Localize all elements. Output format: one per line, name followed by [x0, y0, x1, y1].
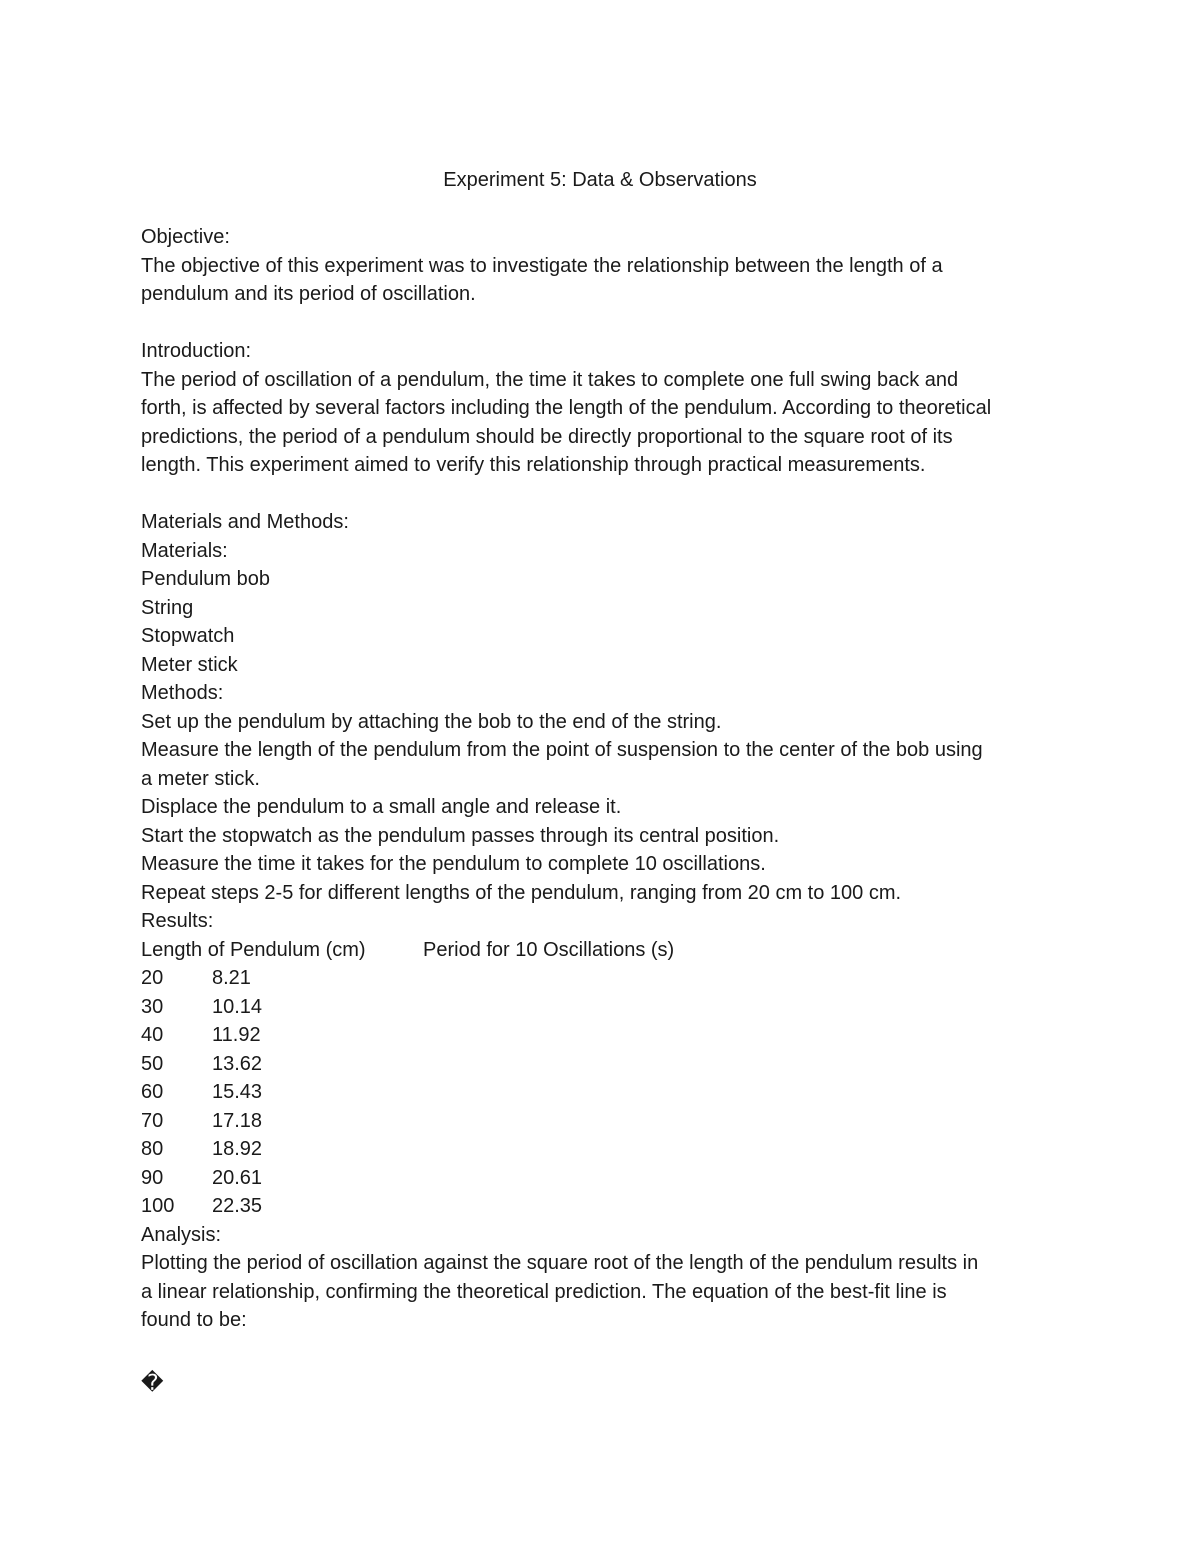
- cell-period: 11.92: [212, 1024, 261, 1046]
- methods-step-line: Displace the pendulum to a small angle and release it.: [141, 796, 622, 818]
- cell-period: 20.61: [212, 1166, 263, 1189]
- cell-length: 20: [141, 967, 164, 989]
- table-row: [141, 1107, 1071, 1136]
- results-heading: Results:: [141, 910, 214, 932]
- cell-length: 60: [141, 1081, 164, 1103]
- cell-period: 17.18: [212, 1109, 263, 1132]
- introduction-text-line: The period of oscillation of a pendulum, the time it takes to complete one full swing back and: [141, 368, 959, 391]
- materials-item: String: [141, 596, 194, 619]
- methods-heading: Methods:: [141, 682, 224, 704]
- introduction-text-line: forth, is affected by several factors including the length of the pendulum. According to theoretical: [141, 397, 992, 419]
- materials-item: Stopwatch: [141, 625, 235, 647]
- results-table-header: [141, 936, 1071, 965]
- paragraph-gap: [141, 480, 1071, 509]
- methods-step-line: a meter stick.: [141, 767, 260, 790]
- table-row: [141, 1135, 1071, 1164]
- introduction-text-line: length. This experiment aimed to verify this relationship through practical measurements.: [141, 454, 926, 476]
- cell-period: 10.14: [212, 995, 263, 1018]
- cell-length: 40: [141, 1024, 164, 1046]
- table-row: [141, 1164, 1071, 1193]
- table-row: [141, 1192, 1071, 1221]
- objective-heading: Objective:: [141, 226, 230, 248]
- analysis-text-line: a linear relationship, confirming the theoretical prediction. The equation of the best-fit line is: [141, 1280, 947, 1303]
- cell-length: 90: [141, 1166, 164, 1189]
- cell-length: 70: [141, 1109, 164, 1132]
- paragraph-gap: [141, 1335, 1071, 1364]
- cell-period: 8.21: [212, 967, 251, 989]
- methods-step-line: Measure the time it takes for the pendulum to complete 10 oscillations.: [141, 853, 766, 875]
- column-header-period: Period for 10 Oscillations (s): [423, 938, 675, 961]
- cell-length: 100: [141, 1195, 175, 1217]
- replacement-character-glyph: �: [141, 1371, 164, 1396]
- table-row: [141, 1021, 1071, 1050]
- methods-step-line: Set up the pendulum by attaching the bob to the end of the string.: [141, 710, 722, 733]
- methods-step-line: Start the stopwatch as the pendulum passes through its central position.: [141, 824, 780, 847]
- materials-methods-heading: Materials and Methods:: [141, 511, 349, 533]
- column-header-length: Length of Pendulum (cm): [141, 938, 366, 961]
- cell-length: 30: [141, 995, 164, 1018]
- methods-step-line: Measure the length of the pendulum from the point of suspension to the center of the bob using: [141, 739, 983, 761]
- cell-period: 13.62: [212, 1052, 263, 1075]
- cell-period: 22.35: [212, 1195, 263, 1217]
- methods-step-line: Repeat steps 2-5 for different lengths of the pendulum, ranging from 20 cm to 100 cm.: [141, 881, 902, 904]
- table-row: [141, 1050, 1071, 1079]
- cell-length: 50: [141, 1052, 164, 1075]
- document-title: Experiment 5: Data & Observations: [443, 169, 757, 191]
- analysis-heading: Analysis:: [141, 1223, 222, 1246]
- table-row: [141, 964, 1071, 993]
- cell-period: 18.92: [212, 1138, 263, 1160]
- materials-item: Meter stick: [141, 653, 238, 676]
- cell-length: 80: [141, 1138, 164, 1160]
- objective-text-line: The objective of this experiment was to investigate the relationship between the length of a: [141, 254, 943, 277]
- paragraph-gap: [141, 309, 1071, 338]
- objective-text-line: pendulum and its period of oscillation.: [141, 283, 476, 305]
- materials-item: Pendulum bob: [141, 568, 270, 590]
- table-row: [141, 993, 1071, 1022]
- introduction-text-line: predictions, the period of a pendulum should be directly proportional to the square root of its: [141, 425, 953, 448]
- analysis-text-line: Plotting the period of oscillation against the square root of the length of the pendulum results in: [141, 1252, 979, 1274]
- table-row: [141, 1078, 1071, 1107]
- cell-period: 15.43: [212, 1081, 263, 1103]
- document-body: [141, 166, 1071, 1399]
- introduction-heading: Introduction:: [141, 340, 252, 362]
- materials-heading: Materials:: [141, 539, 228, 562]
- analysis-text-line: found to be:: [141, 1309, 247, 1331]
